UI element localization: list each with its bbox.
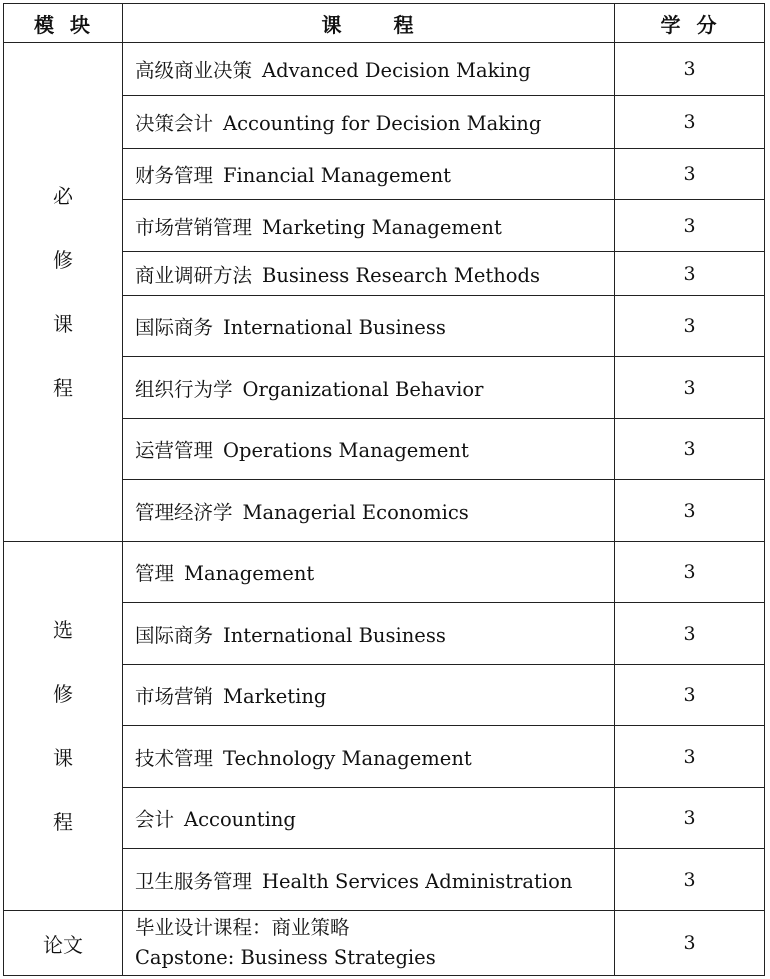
course-name: 技术管理 Technology Management	[123, 726, 615, 788]
course-name: 高级商业决策 Advanced Decision Making	[123, 43, 615, 96]
required-module-label: 必 修 课 程	[4, 43, 123, 542]
course-credits: 3	[615, 665, 765, 726]
course-name: 国际商务 International Business	[123, 296, 615, 357]
course-credits: 3	[615, 603, 765, 665]
course-credits: 3	[615, 252, 765, 296]
thesis-course-cn: 毕业设计课程：商业策略	[135, 916, 350, 939]
thesis-course-en: Capstone: Business Strategies	[135, 946, 436, 969]
table-row	[4, 911, 765, 976]
course-name: 国际商务 International Business	[123, 603, 615, 665]
course-name: 市场营销 Marketing	[123, 665, 615, 726]
course-credits: 3	[615, 480, 765, 542]
course-name: 财务管理 Financial Management	[123, 149, 615, 200]
course-name: 会计 Accounting	[123, 788, 615, 849]
thesis-module-label: 论文	[4, 911, 123, 976]
course-credits: 3	[615, 542, 765, 603]
header-row	[4, 4, 765, 43]
course-credits: 3	[615, 296, 765, 357]
course-name	[123, 911, 615, 976]
course-name: 组织行为学 Organizational Behavior	[123, 357, 615, 419]
course-name: 管理 Management	[123, 542, 615, 603]
credits-header: 学 分	[615, 4, 765, 43]
course-credits: 3	[615, 911, 765, 976]
elective-module-label: 选 修 课 程	[4, 542, 123, 911]
course-name: 决策会计 Accounting for Decision Making	[123, 96, 615, 149]
course-credits: 3	[615, 357, 765, 419]
course-credits: 3	[615, 788, 765, 849]
course-credits: 3	[615, 726, 765, 788]
table-row	[4, 43, 765, 96]
course-credits: 3	[615, 149, 765, 200]
table-row	[4, 542, 765, 603]
course-name: 商业调研方法 Business Research Methods	[123, 252, 615, 296]
curriculum-table	[3, 3, 765, 976]
course-header: 课 程	[123, 4, 615, 43]
course-credits: 3	[615, 419, 765, 480]
course-credits: 3	[615, 43, 765, 96]
course-name: 运营管理 Operations Management	[123, 419, 615, 480]
course-name: 市场营销管理 Marketing Management	[123, 200, 615, 252]
module-header: 模 块	[4, 4, 123, 43]
course-name: 卫生服务管理 Health Services Administration	[123, 849, 615, 911]
course-credits: 3	[615, 849, 765, 911]
course-credits: 3	[615, 200, 765, 252]
course-credits: 3	[615, 96, 765, 149]
course-name: 管理经济学 Managerial Economics	[123, 480, 615, 542]
